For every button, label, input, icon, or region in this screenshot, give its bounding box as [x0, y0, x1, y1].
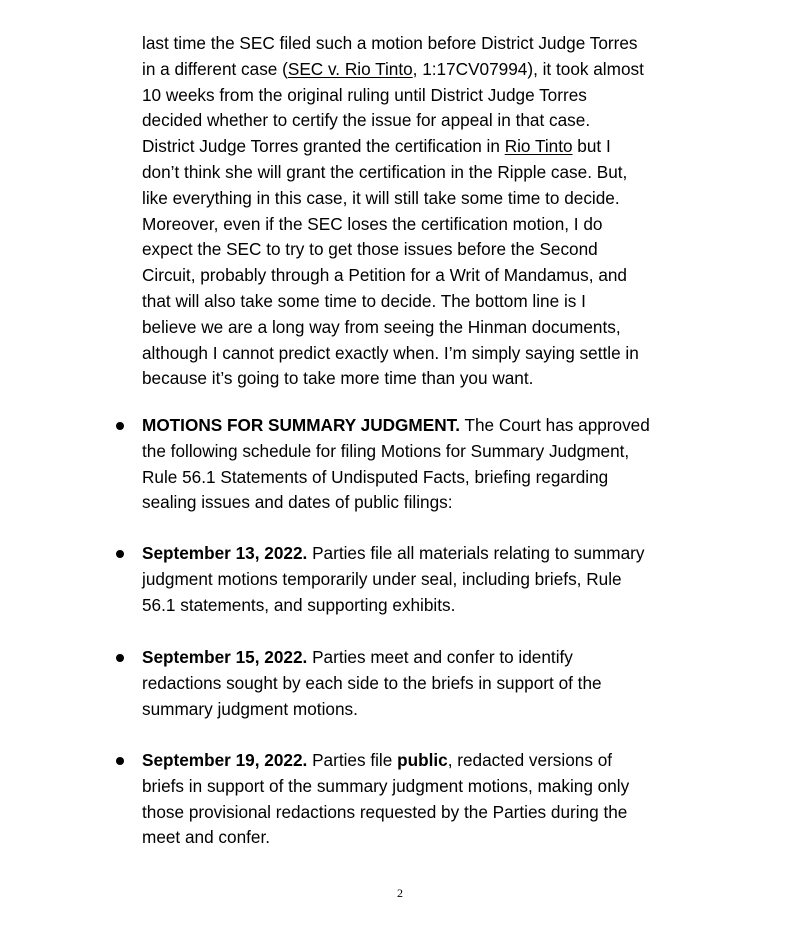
bullet-text — [142, 413, 762, 516]
text-line — [142, 108, 742, 134]
bullet-icon — [116, 757, 124, 765]
text-run: believe we are a long way from seeing the Hinman documents, — [142, 316, 621, 337]
text-run: summary judgment motions. — [142, 698, 358, 719]
text-run: don’t think she will grant the certification in the Ripple case. But, — [142, 161, 628, 182]
text-run: because it’s going to take more time than you want. — [142, 368, 534, 389]
text-run: those provisional redactions requested by the Parties during the — [142, 801, 628, 822]
text-run: but I — [572, 136, 611, 157]
bold-text: September 15, 2022. — [142, 647, 308, 667]
text-run: , redacted versions of — [447, 750, 613, 770]
text-line — [142, 31, 742, 57]
text-line — [142, 341, 742, 367]
text-run: 56.1 statements, and supporting exhibits. — [142, 594, 456, 615]
text-line — [142, 57, 742, 83]
text-line — [142, 186, 742, 212]
text-run: last time the SEC filed such a motion before District Judge Torres — [142, 33, 638, 53]
text-line — [142, 263, 742, 289]
intro-paragraph — [142, 31, 742, 392]
text-run: in a different case ( — [142, 58, 288, 79]
text-line — [142, 237, 742, 263]
text-line — [142, 748, 762, 774]
text-line — [142, 134, 742, 160]
text-line — [142, 160, 742, 186]
text-line — [142, 774, 762, 800]
text-run: Parties file — [307, 750, 398, 770]
page-number: 2 — [397, 886, 403, 900]
text-run: sealing issues and dates of public filings: — [142, 492, 453, 513]
text-line — [142, 541, 762, 567]
text-line — [142, 439, 762, 465]
text-run: Rule 56.1 Statements of Undisputed Facts, briefing regarding — [142, 466, 609, 487]
text-line — [142, 593, 762, 619]
text-run: Parties meet and confer to identify — [307, 647, 573, 667]
text-line — [142, 800, 762, 826]
underlined-case-name: Rio Tinto — [504, 136, 573, 157]
text-run: Circuit, probably through a Petition for a Writ of Mandamus, and — [142, 265, 627, 286]
text-run: , 1:17CV07994), it took almost — [412, 58, 644, 79]
text-run: like everything in this case, it will still take some time to decide. — [142, 187, 620, 208]
text-run: redactions sought by each side to the briefs in support of the — [142, 672, 602, 693]
text-run: The Court has approved — [459, 415, 650, 435]
text-line — [142, 567, 762, 593]
bullet-icon — [116, 422, 124, 430]
text-run: briefs in support of the summary judgment motions, making only — [142, 775, 630, 796]
text-run: meet and confer. — [142, 827, 271, 848]
bold-text: public — [397, 750, 448, 770]
bold-text: MOTIONS FOR SUMMARY JUDGMENT. — [142, 415, 460, 435]
bullet-text — [142, 748, 762, 851]
text-run: decided whether to certify the issue for appeal in that case. — [142, 110, 591, 131]
text-line — [142, 289, 742, 315]
text-run: expect the SEC to try to get those issues before the Second — [142, 239, 598, 260]
bold-text: September 19, 2022. — [142, 750, 308, 770]
text-run: Moreover, even if the SEC loses the certification motion, I do — [142, 213, 603, 234]
bullet-text — [142, 541, 762, 618]
text-run: judgment motions temporarily under seal, including briefs, Rule — [142, 568, 622, 589]
text-run: Parties file all materials relating to summary — [307, 543, 645, 563]
text-line — [142, 366, 742, 392]
text-run: that will also take some time to decide. The bottom line is I — [142, 290, 586, 311]
text-run: although I cannot predict exactly when. I’m simply saying settle in — [142, 342, 639, 363]
text-line — [142, 212, 742, 238]
text-run: District Judge Torres granted the certification in — [142, 136, 505, 157]
text-line — [142, 671, 762, 697]
text-line — [142, 83, 742, 109]
text-line — [142, 413, 762, 439]
bold-text: September 13, 2022. — [142, 543, 308, 563]
text-line — [142, 490, 762, 516]
underlined-case-name: SEC v. Rio Tinto — [287, 58, 413, 79]
text-line — [142, 645, 762, 671]
bullet-icon — [116, 654, 124, 662]
text-line — [142, 315, 742, 341]
text-line — [142, 825, 762, 851]
text-run: 10 weeks from the original ruling until District Judge Torres — [142, 84, 587, 105]
text-line — [142, 465, 762, 491]
bullet-text — [142, 645, 762, 722]
text-run: the following schedule for filing Motions for Summary Judgment, — [142, 440, 630, 461]
bullet-icon — [116, 550, 124, 558]
text-line — [142, 697, 762, 723]
